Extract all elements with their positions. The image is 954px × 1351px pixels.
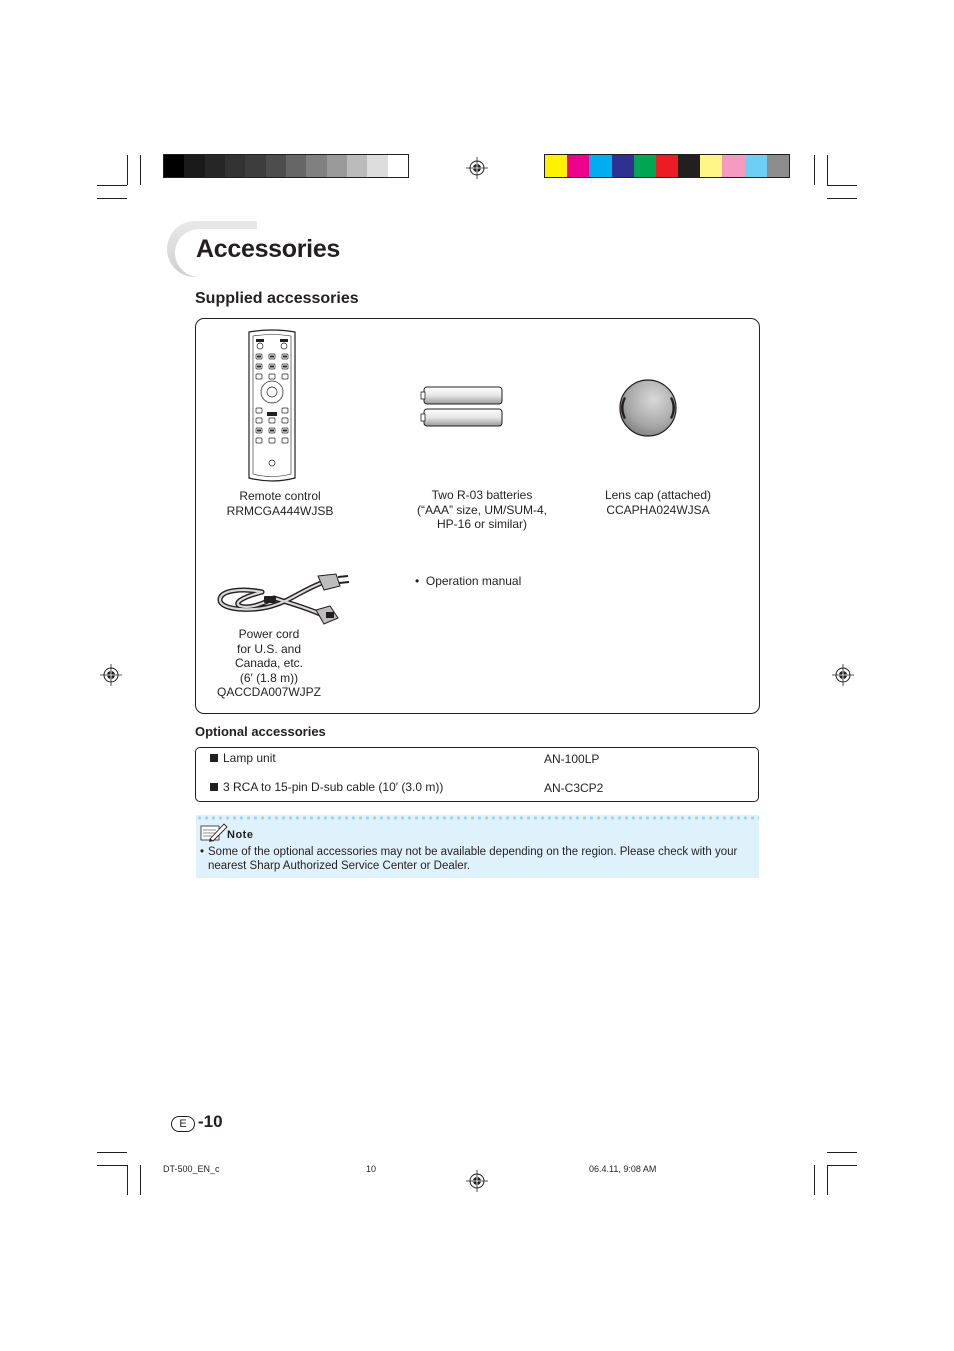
crop-mark [827, 1165, 828, 1195]
page-number: -10 [198, 1112, 223, 1131]
crop-mark [97, 185, 127, 186]
optional-item-label: 3 RCA to 15-pin D-sub cable (10′ (3.0 m)) [223, 780, 444, 794]
registration-mark-icon [832, 664, 854, 686]
note-pencil-icon [200, 822, 228, 842]
remote-control-caption [210, 489, 350, 518]
crop-mark [827, 1165, 857, 1166]
color-swatch [367, 155, 387, 177]
crop-mark [140, 155, 141, 185]
footer-timestamp: 06.4.11, 9:08 AM [589, 1164, 657, 1174]
process-color-bar [544, 154, 790, 178]
color-swatch [388, 155, 408, 177]
supplied-accessories-heading: Supplied accessories [195, 290, 359, 307]
color-swatch [164, 155, 184, 177]
color-swatch [225, 155, 245, 177]
lens-cap-caption [588, 488, 728, 517]
lens-cap-icon [614, 377, 680, 439]
color-swatch [205, 155, 225, 177]
crop-mark [97, 1152, 127, 1153]
remote-control-code: RRMCGA444WJSB [226, 503, 334, 518]
color-swatch [656, 155, 678, 177]
remote-control-name: Remote control [239, 489, 321, 503]
crop-mark [127, 1165, 128, 1195]
power-cord-line3: Canada, etc. [234, 656, 304, 670]
color-swatch [184, 155, 204, 177]
batteries-caption [396, 488, 568, 532]
color-swatch [745, 155, 767, 177]
crop-mark [814, 1165, 815, 1195]
registration-mark-icon [466, 157, 488, 179]
square-bullet-icon [210, 783, 218, 791]
batteries-icon [420, 384, 506, 430]
note-dotted-border [196, 815, 759, 821]
operation-manual-item [415, 574, 521, 588]
color-swatch [245, 155, 265, 177]
batteries-line1: Two R-03 batteries [431, 488, 533, 502]
optional-row-cable [210, 780, 443, 794]
registration-mark-icon [100, 664, 122, 686]
color-swatch [634, 155, 656, 177]
color-swatch [678, 155, 700, 177]
color-swatch [347, 155, 367, 177]
crop-mark [97, 1165, 127, 1166]
grayscale-color-bar [163, 154, 409, 178]
lens-cap-name: Lens cap (attached) [604, 488, 712, 502]
note-body: Some of the optional accessories may not be available depending on the region. Please check with your nearest Sharp Authorized Service Center or Dealer. [208, 846, 738, 872]
color-swatch [589, 155, 611, 177]
color-swatch [266, 155, 286, 177]
color-swatch [767, 155, 789, 177]
color-swatch [327, 155, 347, 177]
crop-mark [827, 155, 828, 185]
power-cord-caption [198, 627, 340, 700]
batteries-line2: (“AAA” size, UM/SUM-4, [416, 502, 547, 517]
optional-code-cable: AN-C3CP2 [544, 781, 604, 795]
optional-accessories-heading: Optional accessories [195, 724, 326, 739]
color-swatch [700, 155, 722, 177]
bullet: • [415, 574, 420, 588]
crop-mark [827, 185, 857, 186]
color-swatch [612, 155, 634, 177]
remote-control-icon [245, 328, 299, 484]
note-text [200, 846, 755, 873]
color-swatch [545, 155, 567, 177]
page-letter-badge: E [171, 1116, 195, 1132]
note-label: Note [227, 829, 254, 841]
power-cord-line2: for U.S. and [236, 641, 302, 656]
power-cord-line1: Power cord [238, 627, 300, 641]
crop-mark [97, 198, 127, 199]
color-swatch [567, 155, 589, 177]
footer-page: 10 [366, 1164, 377, 1174]
optional-row-lamp [210, 751, 276, 765]
power-cord-icon [212, 570, 354, 628]
batteries-line3: HP-16 or similar) [436, 517, 527, 531]
optional-item-label: Lamp unit [223, 751, 276, 765]
note-bullet: • [200, 846, 205, 858]
page-title: Accessories [196, 235, 341, 263]
power-cord-line4: (6′ (1.8 m)) [239, 670, 299, 685]
crop-mark [814, 155, 815, 185]
color-swatch [286, 155, 306, 177]
square-bullet-icon [210, 754, 218, 762]
crop-mark [827, 198, 857, 199]
crop-mark [127, 155, 128, 185]
crop-mark [827, 1152, 857, 1153]
lens-cap-code: CCAPHA024WJSA [606, 502, 710, 517]
footer-filename: DT-500_EN_c [163, 1164, 220, 1174]
crop-mark [140, 1165, 141, 1195]
color-swatch [306, 155, 326, 177]
registration-mark-icon [466, 1170, 488, 1192]
optional-code-lamp: AN-100LP [544, 752, 600, 766]
power-cord-line5: QACCDA007WJPZ [216, 685, 322, 699]
operation-manual-label: Operation manual [425, 574, 522, 588]
color-swatch [722, 155, 744, 177]
